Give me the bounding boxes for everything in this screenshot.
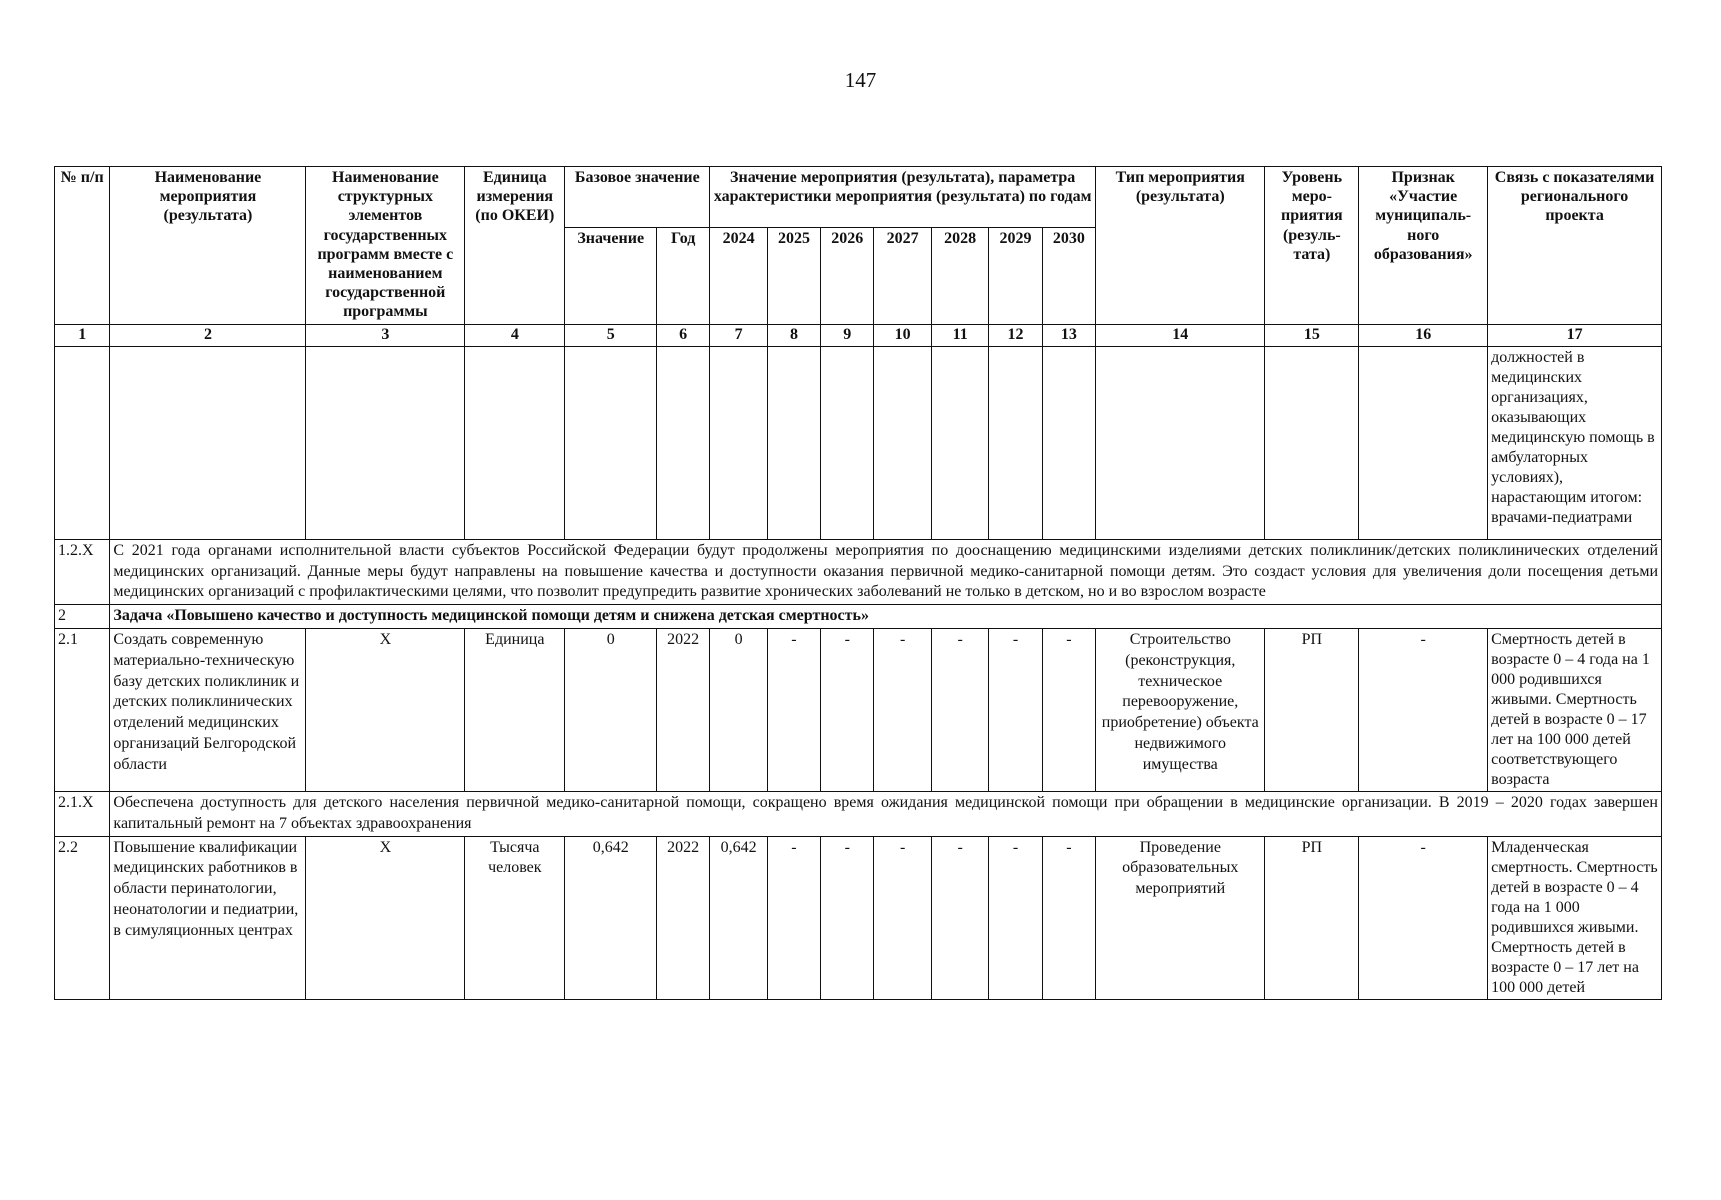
cell-year-value: - — [767, 628, 820, 791]
column-number: 14 — [1096, 325, 1265, 347]
cell-empty — [1265, 346, 1359, 539]
cell-year-value: - — [1042, 628, 1095, 791]
column-number: 12 — [989, 325, 1042, 347]
cell-year-value: - — [931, 836, 989, 999]
table-row-1-2-x — [55, 539, 1662, 604]
cell-year-value: 0 — [710, 628, 768, 791]
table-row-continuation — [55, 346, 1662, 539]
column-number: 10 — [874, 325, 932, 347]
column-number: 5 — [565, 325, 657, 347]
cell-year-value: - — [989, 628, 1042, 791]
column-number: 11 — [931, 325, 989, 347]
header-year: 2029 — [989, 228, 1042, 325]
cell-num: 1.2.Х — [55, 539, 110, 604]
header-name: Наименование мероприятия (результата) — [110, 167, 306, 325]
header-base-year: Год — [657, 228, 710, 325]
column-number: 6 — [657, 325, 710, 347]
header-year: 2024 — [710, 228, 768, 325]
cell-base-value: 0 — [565, 628, 657, 791]
cell-year-value: - — [874, 628, 932, 791]
header-level-part: тата) — [1293, 245, 1331, 263]
cell-level: РП — [1265, 628, 1359, 791]
cell-struct: Х — [306, 628, 465, 791]
cell-num: 2.1.Х — [55, 791, 110, 836]
cell-description: С 2021 года органами исполнительной власти субъектов Российской Федерации будут продолжены мероприятия по дооснащению медицинскими изделиями детских поликлиник/детских поликлинических отделений медицинских организаций. Данные меры будут направлены на повышение качества и доступности оказания первичной медико-санитарной помощи детям. Это создаст условия для увеличения доли посещения детьми медицинских организаций с профилактическими целями, что позволит предупредить развитие хронических заболеваний не только в детском, но и во взрослом возрасте — [110, 539, 1662, 604]
header-base-value: Значение — [565, 228, 657, 325]
cell-link: Младенческая смертность. Смертность детей в возрасте 0 – 4 года на 1 000 родившихся живыми. Смертность детей в возрасте 0 – 17 лет на 100 000 детей — [1488, 836, 1662, 999]
table-row-2 — [55, 605, 1662, 629]
cell-link: должностей в медицинских организациях, оказывающих медицинскую помощь в амбулаторных условиях), нарастающим итогом: врачами-педиатрами — [1488, 346, 1662, 539]
header-sign-part: образования» — [1373, 245, 1473, 263]
cell-empty — [874, 346, 932, 539]
header-struct: Наименование структурных элементов государственных программ вместе с наименованием государственной программы — [306, 167, 465, 325]
cell-link: Смертность детей в возрасте 0 – 4 года на 1 000 родившихся живыми. Смертность детей в возрасте 0 – 17 лет на 100 000 детей соответствующего возраста — [1488, 628, 1662, 791]
column-number: 2 — [110, 325, 306, 347]
header-type: Тип мероприятия (результата) — [1096, 167, 1265, 325]
column-number: 1 — [55, 325, 110, 347]
page-number: 147 — [844, 68, 877, 92]
cell-sign: - — [1359, 836, 1488, 999]
cell-year-value: 0,642 — [710, 836, 768, 999]
cell-sign: - — [1359, 628, 1488, 791]
column-number: 9 — [821, 325, 874, 347]
cell-base-year: 2022 — [657, 628, 710, 791]
header-level-part: (резуль- — [1282, 226, 1341, 244]
header-level-part: меро- — [1291, 188, 1332, 206]
table-row-2-2 — [55, 836, 1662, 999]
column-number: 7 — [710, 325, 768, 347]
cell-year-value: - — [767, 836, 820, 999]
cell-year-value: - — [931, 628, 989, 791]
cell-empty — [767, 346, 820, 539]
cell-num: 2.1 — [55, 628, 110, 791]
cell-empty — [1096, 346, 1265, 539]
cell-empty — [657, 346, 710, 539]
column-number: 4 — [465, 325, 565, 347]
cell-name: Повышение квалификации медицинских работников в области перинатологии, неонатологии и педиатрии, в симуляционных центрах — [110, 836, 306, 999]
cell-level: РП — [1265, 836, 1359, 999]
table-row-2-1 — [55, 628, 1662, 791]
cell-empty — [465, 346, 565, 539]
header-level-part: Уровень — [1281, 169, 1343, 186]
header-level — [1265, 167, 1359, 325]
cell-empty — [110, 346, 306, 539]
cell-num: 2 — [55, 605, 110, 629]
header-year: 2028 — [931, 228, 989, 325]
header-year: 2027 — [874, 228, 932, 325]
header-year: 2030 — [1042, 228, 1095, 325]
cell-unit: Единица — [465, 628, 565, 791]
cell-description: Обеспечена доступность для детского населения первичной медико-санитарной помощи, сокращено время ожидания медицинской помощи при обращении в медицинские организации. В 2019 – 2020 годах завершен капитальный ремонт на 7 объектах здравоохранения — [110, 791, 1662, 836]
header-sign-part: муниципаль- — [1375, 207, 1472, 225]
cell-base-year: 2022 — [657, 836, 710, 999]
column-number-row — [55, 325, 1662, 347]
cell-year-value: - — [1042, 836, 1095, 999]
cell-type: Строительство (реконструкция, техническое перевооружение, приобретение) объекта недвижимого имущества — [1096, 628, 1265, 791]
header-level-part: приятия — [1280, 207, 1343, 225]
cell-empty — [710, 346, 768, 539]
cell-empty — [55, 346, 110, 539]
header-num: № п/п — [55, 167, 110, 325]
cell-year-value: - — [821, 836, 874, 999]
cell-empty — [931, 346, 989, 539]
cell-base-value: 0,642 — [565, 836, 657, 999]
header-base: Базовое значение — [565, 167, 710, 228]
cell-type: Проведение образовательных мероприятий — [1096, 836, 1265, 999]
column-number: 17 — [1488, 325, 1662, 347]
events-table — [54, 166, 1662, 1000]
cell-task-title: Задача «Повышено качество и доступность медицинской помощи детям и снижена детская смертность» — [110, 605, 1662, 629]
header-sign-part: ного — [1407, 226, 1440, 244]
column-number: 16 — [1359, 325, 1488, 347]
table-row-2-1-x — [55, 791, 1662, 836]
header-values: Значение мероприятия (результата), параметра характеристики мероприятия (результата) по годам — [710, 167, 1096, 228]
header-sign — [1359, 167, 1488, 325]
cell-year-value: - — [989, 836, 1042, 999]
column-number: 15 — [1265, 325, 1359, 347]
table-header-row — [55, 167, 1662, 228]
cell-unit: Тысяча человек — [465, 836, 565, 999]
cell-empty — [306, 346, 465, 539]
cell-num: 2.2 — [55, 836, 110, 999]
header-year: 2025 — [767, 228, 820, 325]
column-number: 13 — [1042, 325, 1095, 347]
column-number: 3 — [306, 325, 465, 347]
header-sign-part: Признак — [1391, 169, 1455, 186]
cell-empty — [1042, 346, 1095, 539]
header-sign-part: «Участие — [1389, 188, 1458, 206]
cell-empty — [989, 346, 1042, 539]
cell-year-value: - — [821, 628, 874, 791]
header-unit: Единица измерения (по ОКЕИ) — [465, 167, 565, 325]
cell-name: Создать современную материально-техническую базу детских поликлиник и детских поликлинических отделений медицинских организаций Белгородской области — [110, 628, 306, 791]
cell-empty — [821, 346, 874, 539]
cell-struct: Х — [306, 836, 465, 999]
cell-year-value: - — [874, 836, 932, 999]
cell-empty — [1359, 346, 1488, 539]
header-link: Связь с показателями регионального проекта — [1488, 167, 1662, 325]
column-number: 8 — [767, 325, 820, 347]
header-year: 2026 — [821, 228, 874, 325]
cell-empty — [565, 346, 657, 539]
